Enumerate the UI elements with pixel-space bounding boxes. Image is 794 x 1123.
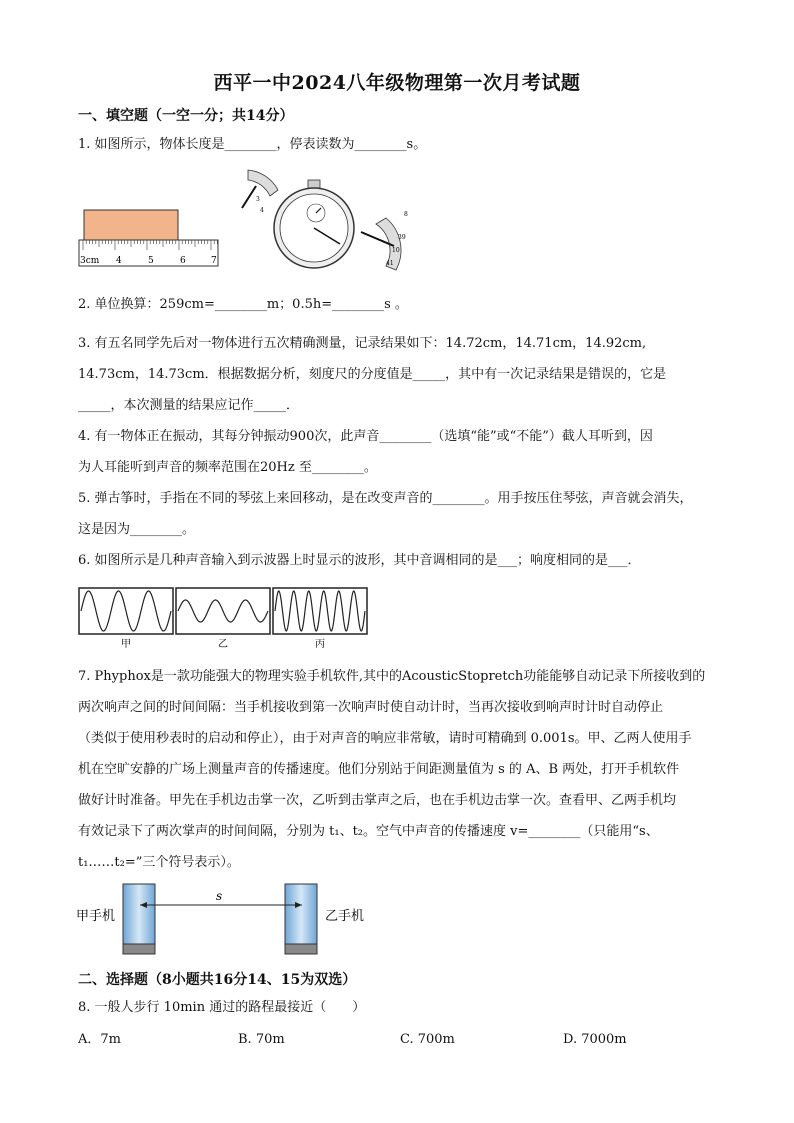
question-2-text: 2. 单位换算：259cm=________m；0.5h=________s 。 (78, 297, 408, 312)
question-7-line: 有效记录下了两次掌声的时间间隔，分别为 t₁、t₂。空气中声音的传播速度 v=________（只能用“s、 (78, 824, 659, 839)
question-8-text: 8. 一般人步行 10min 通过的路程最接近（ ） (78, 1000, 366, 1015)
ruler-label: 4 (116, 256, 122, 266)
question-3-line: 3. 有五名同学先后对一物体进行五次精确测量，记录结果如下：14.72cm，14.71cm，14.92cm, (78, 336, 647, 351)
question-4-line: 4. 有一物体正在振动，其每分钟振动900次，此声音________（选填“能”或“不能”）截人耳听到，因 (78, 429, 653, 444)
phone-label-yi: 乙手机 (325, 909, 365, 924)
crown (308, 180, 320, 188)
ruler-label: 5 (148, 256, 154, 266)
question-5-line: 5. 弹古筝时，手指在不同的琴弦上来回移动，是在改变声音的________。用手按压住琴弦，声音就会消失， (78, 491, 693, 506)
phone-label-jia: 甲手机 (76, 909, 116, 924)
measured-block (84, 210, 178, 240)
ruler-label: 7 (211, 256, 217, 266)
waveform-label: 丙 (315, 639, 325, 650)
ruler-label: 3cm (80, 256, 100, 266)
question-7-line: （类似于使用秒表时的启动和停止），由于对声音的响应非常敏，请时可精确到 0.001s。甲、乙两人使用手 (78, 731, 692, 746)
second-label: 10 (392, 247, 400, 254)
phone-jia-base (123, 944, 155, 954)
zoom-pointer (242, 186, 256, 208)
waveform-figure (78, 587, 372, 651)
phone-yi-base (285, 944, 317, 954)
phone-yi (285, 884, 317, 946)
question-7-line: 7. Phyphox是一款功能强大的物理实验手机软件,其中的AcousticStopretch功能能够自动记录下所接收到的 (78, 669, 706, 684)
question-5-line: 这是因为________。 (78, 522, 196, 537)
section-heading: 二、选择题（8小题共16分14、15为双选） (78, 972, 357, 988)
question-7-line: 两次响声之间的时间间隔：当手机接收到第一次响声时使自动计时，当再次接收到响声时计时自动停止 (78, 700, 664, 715)
option-b: B. 70m (238, 1032, 285, 1047)
question-3-line: 14.73cm，14.73cm．根据数据分析，刻度尺的分度值是_____，其中有一次记录结果是错误的，它是 (78, 367, 667, 382)
question-7-line: 做好计时准备。甲先在手机边击掌一次，乙听到击掌声之后，也在手机边击掌一次。查看甲、乙两手机均 (78, 793, 677, 808)
waveform-label: 乙 (218, 639, 228, 650)
waveform-label: 甲 (121, 639, 131, 650)
phones-figure (76, 880, 376, 956)
minute-label: 3 (256, 196, 260, 203)
second-label: 41 (386, 260, 394, 267)
second-label: 8 (404, 211, 408, 218)
section-heading: 一、填空题（一空一分；共14分） (78, 108, 294, 124)
ruler-label: 6 (180, 256, 186, 266)
phone-jia (123, 884, 155, 946)
option-a: A．7m (78, 1032, 121, 1047)
question-7-line: t₁……t₂=”三个符号表示）。 (78, 855, 240, 870)
ruler-figure (76, 205, 222, 267)
minute-label: 4 (260, 207, 264, 214)
option-d: D. 7000m (563, 1032, 627, 1047)
question-4-line: 为人耳能听到声音的频率范围在20Hz 至________。 (78, 460, 377, 475)
distance-label: s (216, 889, 223, 903)
stopwatch-figure (236, 168, 426, 276)
question-1-text: 1. 如图所示，物体长度是________，停表读数为________s。 (78, 137, 427, 152)
option-c: C. 700m (400, 1032, 455, 1047)
question-7-line: 机在空旷安静的广场上测量声音的传播速度。他们分别站于间距测量值为 s 的 A、B 两处，打开手机软件 (78, 762, 680, 777)
question-3-line: _____，本次测量的结果应记作_____． (78, 398, 300, 413)
second-label: 39 (398, 234, 406, 241)
question-6-text: 6. 如图所示是几种声音输入到示波器上时显示的波形，其中音调相同的是___；响度相同的是___． (78, 553, 641, 568)
page-title: 西平一中2024八年级物理第一次月考试题 (213, 72, 581, 94)
